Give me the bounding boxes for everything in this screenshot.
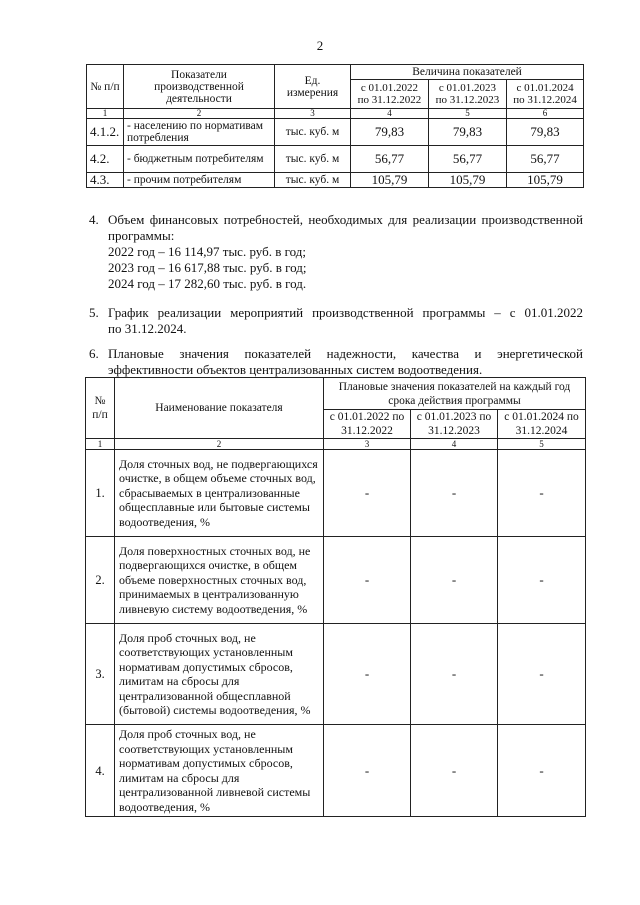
section-6-number: 6. bbox=[89, 346, 99, 361]
row-num: 2. bbox=[86, 537, 115, 624]
section-6-line: Плановые значения показателей надежности, качества и энергетической bbox=[108, 346, 583, 361]
section-4-line: Объем финансовых потребностей, необходимых для реализации производственной bbox=[108, 212, 583, 227]
header-period-2022: с 01.01.2022 по 31.12.2022 bbox=[351, 80, 429, 109]
index-cell: 3 bbox=[324, 439, 411, 450]
row-value: - bbox=[411, 624, 498, 725]
row-value: - bbox=[324, 624, 411, 725]
row-value: - bbox=[411, 450, 498, 537]
row-num: 1. bbox=[86, 450, 115, 537]
header-indicator: Показатели производственной деятельности bbox=[124, 65, 275, 109]
header-num: № п/п bbox=[87, 65, 124, 109]
row-value: 79,83 bbox=[429, 119, 507, 146]
row-name: Доля сточных вод, не подвергающихся очистке, в общем объеме сточных вод, сбрасываемых в централизованные общесплавные или бытовые системы водоотведения, % bbox=[115, 450, 324, 537]
row-value: - bbox=[498, 450, 586, 537]
header-period-2023: с 01.01.2023 по 31.12.2023 bbox=[429, 80, 507, 109]
reliability-indicators-table bbox=[85, 377, 586, 817]
row-name: Доля поверхностных сточных вод, не подвергающихся очистке, в общем объеме поверхностных сточных вод, принимаемых в централизованную ливневую систему водоотведения, % bbox=[115, 537, 324, 624]
header-period-2024: с 01.01.2024 по 31.12.2024 bbox=[498, 410, 586, 439]
index-row bbox=[86, 439, 586, 450]
section-6-line: эффективности объектов централизованных систем водоотведения. bbox=[108, 362, 483, 377]
section-5-line: по 31.12.2024. bbox=[108, 321, 187, 336]
row-name: - прочим потребителям bbox=[124, 173, 275, 188]
row-value: 105,79 bbox=[429, 173, 507, 188]
section-4-number: 4. bbox=[89, 212, 99, 227]
header-unit: Ед. измерения bbox=[275, 65, 351, 109]
row-value: 56,77 bbox=[507, 146, 584, 173]
row-name: Доля проб сточных вод, не соответствующих установленным нормативам допустимых сбросов, лимитам на сбросы для централизованной общесплавной (бытовой) системы водоотведения, % bbox=[115, 624, 324, 725]
index-cell: 4 bbox=[411, 439, 498, 450]
header-values: Плановые значения показателей на каждый год срока действия программы bbox=[324, 378, 586, 410]
row-value: - bbox=[411, 537, 498, 624]
table-row bbox=[87, 119, 584, 146]
row-unit: тыс. куб. м bbox=[275, 173, 351, 188]
index-cell: 6 bbox=[507, 109, 584, 119]
index-row bbox=[87, 109, 584, 119]
row-value: - bbox=[324, 725, 411, 817]
row-value: - bbox=[498, 537, 586, 624]
row-value: - bbox=[498, 624, 586, 725]
row-value: - bbox=[324, 450, 411, 537]
row-value: 105,79 bbox=[351, 173, 429, 188]
row-value: 79,83 bbox=[351, 119, 429, 146]
row-name: - бюджетным потребителям bbox=[124, 146, 275, 173]
section-4-line: программы: bbox=[108, 228, 175, 243]
index-cell: 1 bbox=[86, 439, 115, 450]
table-header-row bbox=[87, 65, 584, 80]
row-num: 4. bbox=[86, 725, 115, 817]
table-row bbox=[86, 537, 586, 624]
row-value: - bbox=[498, 725, 586, 817]
row-name: - населению по нормативам потребления bbox=[124, 119, 275, 146]
finance-item: 2024 год – 17 282,60 тыс. руб. в год. bbox=[108, 276, 307, 291]
header-name: Наименование показателя bbox=[115, 378, 324, 439]
header-period-2023: с 01.01.2023 по 31.12.2023 bbox=[411, 410, 498, 439]
header-period-2022: с 01.01.2022 по 31.12.2022 bbox=[324, 410, 411, 439]
finance-item: 2022 год – 16 114,97 тыс. руб. в год; bbox=[108, 244, 306, 259]
row-num: 4.2. bbox=[87, 146, 124, 173]
header-values: Величина показателей bbox=[351, 65, 584, 80]
row-num: 4.1.2. bbox=[87, 119, 124, 146]
section-5-number: 5. bbox=[89, 305, 99, 320]
section-5-line: График реализации мероприятий производственной программы – с 01.01.2022 bbox=[108, 305, 583, 320]
index-cell: 5 bbox=[429, 109, 507, 119]
row-unit: тыс. куб. м bbox=[275, 146, 351, 173]
row-name: Доля проб сточных вод, не соответствующих установленным нормативам допустимых сбросов, лимитам на сбросы для централизованной ливневой системы водоотведения, % bbox=[115, 725, 324, 817]
index-cell: 4 bbox=[351, 109, 429, 119]
row-num: 3. bbox=[86, 624, 115, 725]
table-row bbox=[86, 725, 586, 817]
index-cell: 3 bbox=[275, 109, 351, 119]
index-cell: 5 bbox=[498, 439, 586, 450]
table-header-row bbox=[86, 378, 586, 410]
table-row bbox=[86, 624, 586, 725]
row-value: - bbox=[411, 725, 498, 817]
table-row bbox=[87, 146, 584, 173]
row-num: 4.3. bbox=[87, 173, 124, 188]
index-cell: 2 bbox=[115, 439, 324, 450]
finance-item: 2023 год – 16 617,88 тыс. руб. в год; bbox=[108, 260, 307, 275]
row-value: 79,83 bbox=[507, 119, 584, 146]
row-value: 56,77 bbox=[429, 146, 507, 173]
index-cell: 2 bbox=[124, 109, 275, 119]
header-num: № п/п bbox=[86, 378, 115, 439]
row-value: 56,77 bbox=[351, 146, 429, 173]
section-5-schedule bbox=[89, 305, 583, 337]
table-row bbox=[86, 450, 586, 537]
table-row bbox=[87, 173, 584, 188]
section-4-financial-needs bbox=[89, 212, 583, 292]
index-cell: 1 bbox=[87, 109, 124, 119]
row-value: - bbox=[324, 537, 411, 624]
row-unit: тыс. куб. м bbox=[275, 119, 351, 146]
section-6-reliability bbox=[89, 346, 583, 378]
page-number: 2 bbox=[316, 38, 324, 53]
header-period-2024: с 01.01.2024 по 31.12.2024 bbox=[507, 80, 584, 109]
row-value: 105,79 bbox=[507, 173, 584, 188]
production-indicators-table bbox=[86, 64, 584, 188]
